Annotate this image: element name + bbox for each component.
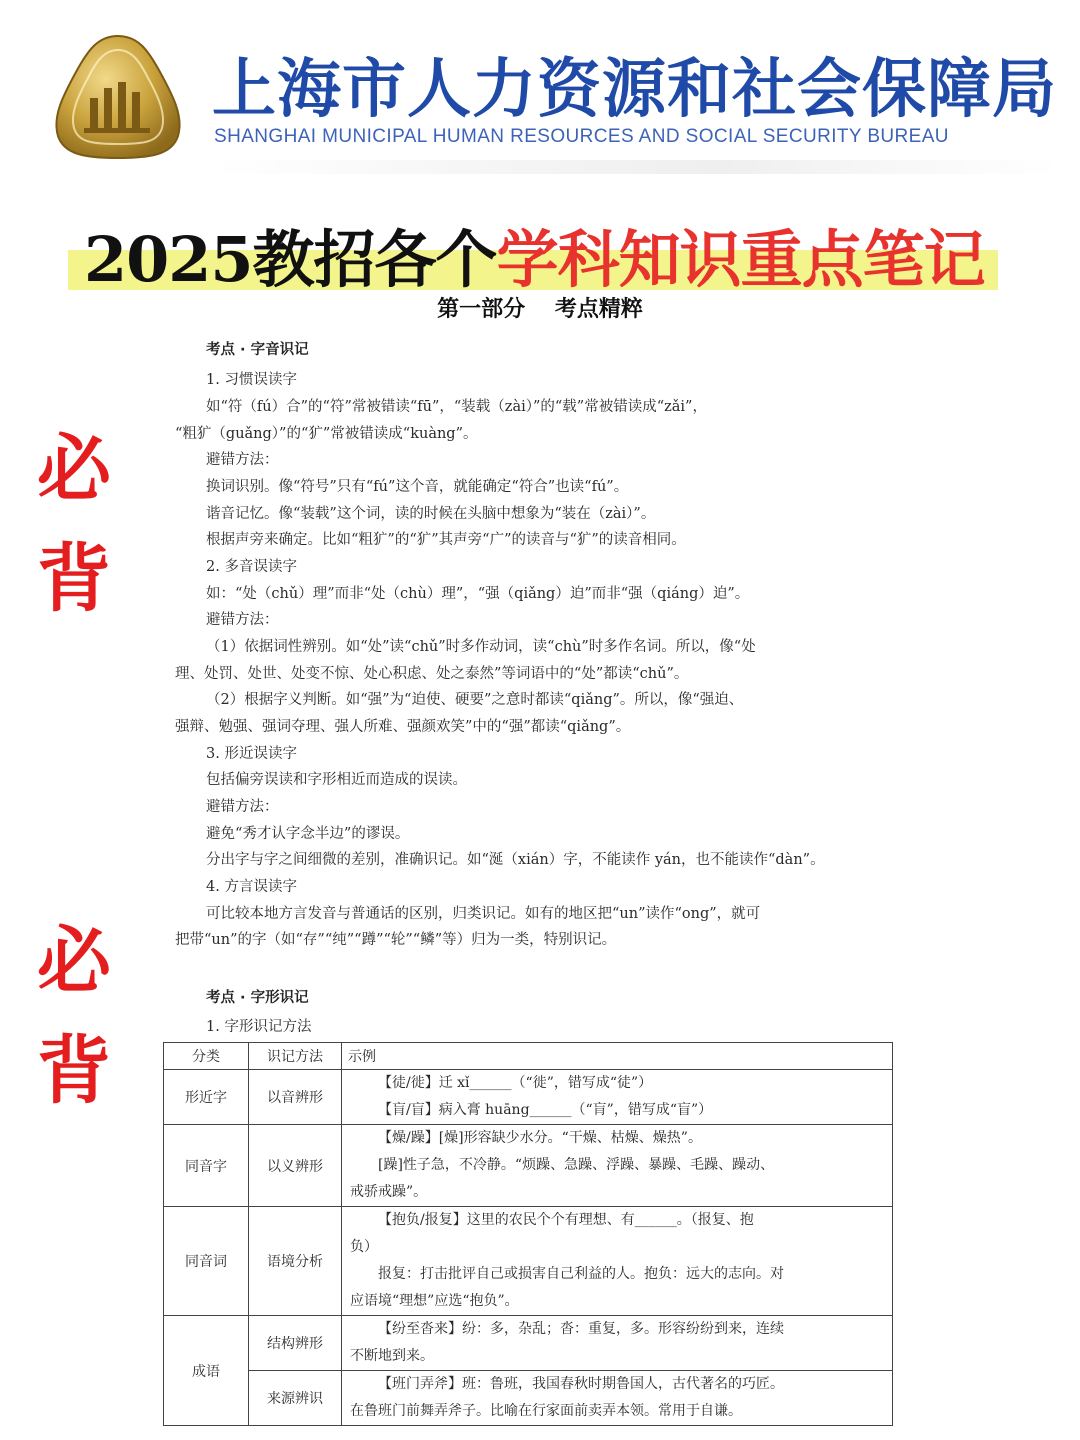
example-cell <box>342 1316 893 1371</box>
text-line: 如“符（fú）合”的“符”常被错读“fū”，“装载（zài）”的“载”常被错读成“zǎi”， <box>206 399 707 415</box>
text-line: 包括偏旁误读和字形相近而造成的误读。 <box>206 772 467 788</box>
category-cell: 成语 <box>164 1316 249 1426</box>
text-line: 如：“处（chǔ）理”而非“处（chù）理”，“强（qiǎng）迫”而非“强（qiáng）迫”。 <box>206 586 750 602</box>
table-header-row <box>164 1043 893 1070</box>
example-line: 【徒/徙】迁 xǐ______（“徙”，错写成“徒”） <box>378 1075 653 1091</box>
column-header: 分类 <box>164 1043 249 1070</box>
text-line: 换词识别。像“符号”只有“fú”这个音，就能确定“符合”也读“fú”。 <box>206 479 629 495</box>
table-row <box>164 1207 893 1316</box>
table-row <box>164 1316 893 1371</box>
method-cell: 结构辨形 <box>249 1316 342 1371</box>
organization-name-en: SHANGHAI MUNICIPAL HUMAN RESOURCES AND SOCIAL SECURITY BUREAU <box>214 126 949 147</box>
method-cell: 来源辨识 <box>249 1371 342 1426</box>
example-cell <box>342 1070 893 1125</box>
column-header: 示例 <box>342 1043 893 1070</box>
text-line: 可比较本地方言发音与普通话的区别，归类识记。如有的地区把“un”读作“ong”，就可 <box>206 906 761 922</box>
section-heading: 考点 · 字音识记 <box>206 342 309 358</box>
stamp-char: 必 <box>37 918 111 1004</box>
example-line: 【纷至沓来】纷：多，杂乱；沓：重复，多。形容纷纷到来，连续 <box>378 1321 784 1337</box>
text-line: 避错方法： <box>206 799 279 815</box>
title-part-black: 2025教招各个 <box>84 223 497 296</box>
stamp-char: 背 <box>37 536 111 622</box>
table-row <box>164 1125 893 1207</box>
section-title: 第一部分 考点精粹 <box>437 297 643 322</box>
text-line: 2. 多音误读字 <box>206 559 297 575</box>
text-line: 避免“秀才认字念半边”的谬误。 <box>206 826 410 842</box>
must-memorize-stamp <box>34 906 114 1126</box>
example-cell <box>342 1207 893 1316</box>
example-line: 在鲁班门前舞弄斧子。比喻在行家面前卖弄本领。常用于自谦。 <box>350 1403 742 1419</box>
text-line: （1）依据词性辨别。如“处”读“chǔ”时多作动词，读“chù”时多作名词。所以，像“处 <box>206 639 756 655</box>
example-line: [躁]性子急，不冷静。“烦躁、急躁、浮躁、暴躁、毛躁、躁动、 <box>378 1157 775 1173</box>
subheading: 1. 字形识记方法 <box>206 1019 312 1035</box>
text-line: 避错方法： <box>206 452 279 468</box>
example-line: 报复：打击批评自己或损害自己利益的人。抱负：远大的志向。对 <box>378 1266 784 1282</box>
example-line: 不断地到来。 <box>350 1348 434 1364</box>
example-line: 戒骄戒躁”。 <box>350 1184 428 1200</box>
character-form-table <box>163 1042 893 1426</box>
method-cell: 语境分析 <box>249 1207 342 1316</box>
example-cell <box>342 1125 893 1207</box>
column-header: 识记方法 <box>249 1043 342 1070</box>
text-line: 根据声旁来确定。比如“粗犷”的“犷”其声旁“广”的读音与“犷”的读音相同。 <box>206 532 686 548</box>
text-line: 理、处罚、处世、处变不惊、处心积虑、处之泰然”等词语中的“处”都读“chǔ”。 <box>175 666 689 682</box>
method-cell: 以义辨形 <box>249 1125 342 1207</box>
example-line: 【肓/盲】病入膏 huāng______（“肓”，错写成“盲”） <box>378 1102 713 1118</box>
title-part-red: 学科知识重点笔记 <box>496 223 985 296</box>
text-line: 1. 习惯误读字 <box>206 372 297 388</box>
method-cell: 以音辨形 <box>249 1070 342 1125</box>
category-cell: 同音字 <box>164 1125 249 1207</box>
divider <box>210 160 1060 174</box>
table-row <box>164 1070 893 1125</box>
example-line: 【抱负/报复】这里的农民个个有理想、有______。（报复、抱 <box>378 1212 754 1228</box>
text-line: 强辩、勉强、强词夺理、强人所难、强颜欢笑”中的“强”都读“qiǎng”。 <box>175 719 631 735</box>
stamp-char: 背 <box>37 1028 111 1114</box>
section-heading: 考点 · 字形识记 <box>206 990 309 1006</box>
stamp-char: 必 <box>37 426 111 512</box>
text-line: 避错方法： <box>206 612 279 628</box>
example-cell <box>342 1371 893 1426</box>
example-line: 负） <box>350 1239 378 1255</box>
text-line: 分出字与字之间细微的差别，准确识记。如“涎（xián）字，不能读作 yán，也不能读作“dàn”。 <box>206 852 825 868</box>
text-line: 谐音记忆。像“装载”这个词，读的时候在头脑中想象为“装在（zài）”。 <box>206 506 656 522</box>
text-line: “粗犷（guǎng）”的“犷”常被错读成“kuàng”。 <box>175 426 478 442</box>
category-cell: 形近字 <box>164 1070 249 1125</box>
page-title <box>84 210 985 299</box>
example-line: 【燥/躁】[燥]形容缺少水分。“干燥、枯燥、燥热”。 <box>378 1130 702 1146</box>
category-cell: 同音词 <box>164 1207 249 1316</box>
organization-name-cn: 上海市人力资源和社会保障局 <box>212 53 1057 127</box>
table-row <box>164 1371 893 1426</box>
example-line: 【班门弄斧】班：鲁班，我国春秋时期鲁国人，古代著名的巧匠。 <box>378 1376 784 1392</box>
bureau-emblem-icon <box>48 32 188 162</box>
text-line: 把带“un”的字（如“存”“纯”“蹲”“轮”“鳞”等）归为一类，特别识记。 <box>175 932 617 948</box>
text-line: （2）根据字义判断。如“强”为“迫使、硬要”之意时都读“qiǎng”。所以，像“强迫、 <box>206 692 744 708</box>
must-memorize-stamp <box>34 414 114 634</box>
text-line: 4. 方言误读字 <box>206 879 297 895</box>
example-line: 应语境“理想”应选“抱负”。 <box>350 1293 519 1309</box>
text-line: 3. 形近误读字 <box>206 746 297 762</box>
